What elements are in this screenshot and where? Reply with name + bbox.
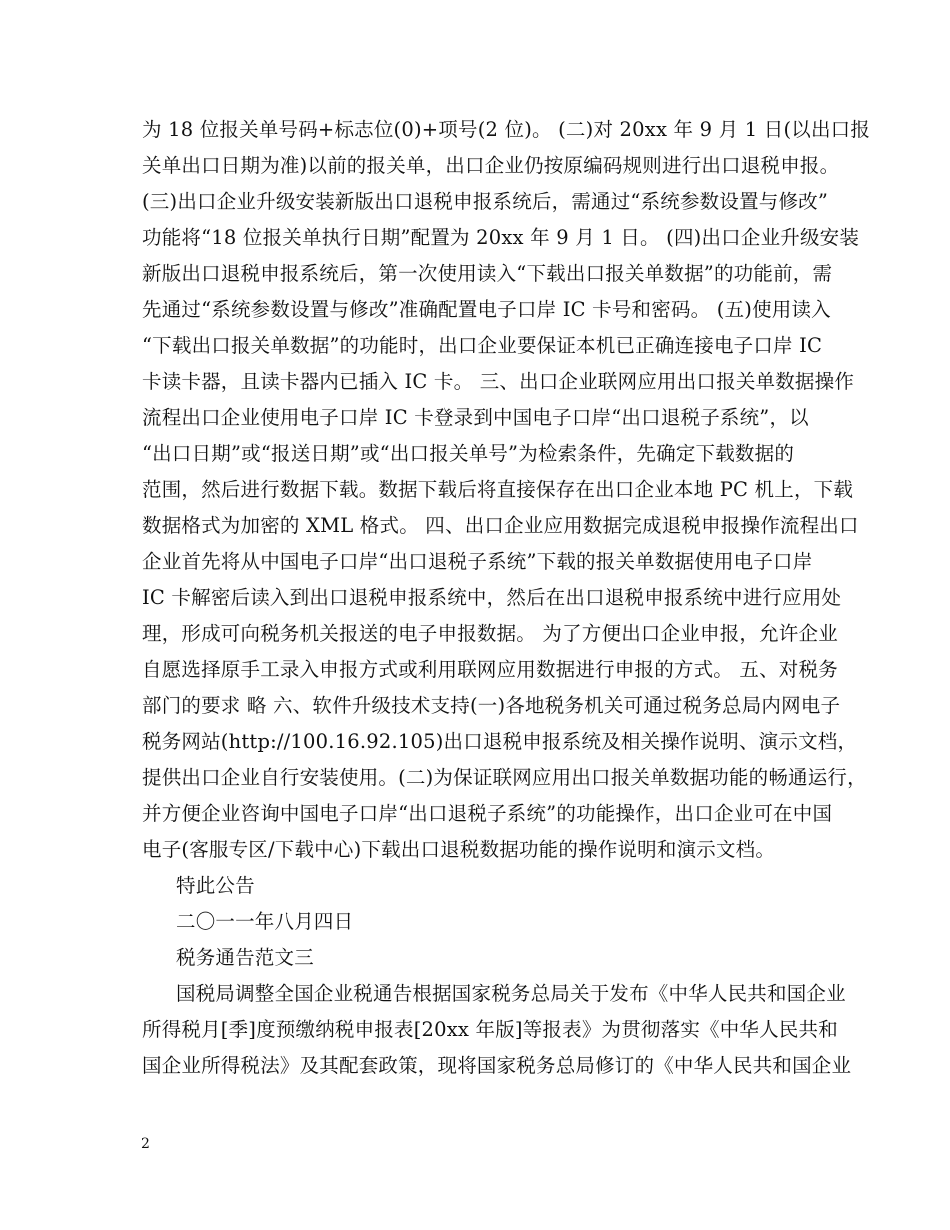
date-text: 二〇一一年八月四日 [176, 910, 354, 933]
body-text-line: 并方便企业咨询中国电子口岸“出口退税子系统”的功能操作，出口企业可在中国 [142, 802, 833, 825]
paragraph-line: 国税局调整全国企业税通告根据国家税务总局关于发布《中华人民共和国企业 [176, 982, 846, 1005]
body-text-line: (三)出口企业升级安装新版出口退税申报系统后，需通过“系统参数设置与修改” [142, 190, 829, 213]
body-text-line: 先通过“系统参数设置与修改”准确配置电子口岸 IC 卡号和密码。 (五)使用读入 [142, 298, 831, 321]
body-text-line: 部门的要求 略 六、软件升级技术支持(一)各地税务机关可通过税务总局内网电子 [142, 694, 841, 717]
closing-text: 特此公告 [176, 874, 255, 897]
body-text-line: 关单出口日期为准)以前的报关单，出口企业仍按原编码规则进行出口退税申报。 [142, 154, 840, 177]
body-text-line: 企业首先将从中国电子口岸“出口退税子系统”下载的报关单数据使用电子口岸 [142, 550, 813, 573]
body-text-line: 电子(客服专区/下载中心)下载出口退税数据功能的操作说明和演示文档。 [142, 838, 776, 861]
body-text-line: “下载出口报关单数据”的功能时，出口企业要保证本机已正确连接电子口岸 IC [142, 334, 823, 357]
section-title: 税务通告范文三 [176, 946, 314, 969]
paragraph-line: 国企业所得税法》及其配套政策，现将国家税务总局修订的《中华人民共和国企业 [142, 1054, 852, 1077]
body-text-line: 流程出口企业使用电子口岸 IC 卡登录到中国电子口岸“出口退税子系统”，以 [142, 406, 809, 429]
page-number: 2 [141, 1136, 150, 1152]
body-text-line: 范围，然后进行数据下载。数据下载后将直接保存在出口企业本地 PC 机上，下载 [142, 478, 854, 501]
body-text-line: 新版出口退税申报系统后，第一次使用读入“下载出口报关单数据”的功能前，需 [142, 262, 833, 285]
body-text-line: 功能将“18 位报关单执行日期”配置为 20xx 年 9 月 1 日。 (四)出口企业升级安装 [142, 226, 860, 249]
body-text-line: 理，形成可向税务机关报送的电子申报数据。 为了方便出口企业申报，允许企业 [142, 622, 838, 645]
body-text-line: “出口日期”或“报送日期”或“出口报关单号”为检索条件，先确定下载数据的 [142, 442, 795, 465]
paragraph-line: 所得税月[季]度预缴纳税申报表[20xx 年版]等报表》为贯彻落实《中华人民共和 [142, 1018, 838, 1041]
body-text-line: 数据格式为加密的 XML 格式。 四、出口企业应用数据完成退税申报操作流程出口 [142, 514, 859, 537]
body-text-line: 税务网站(http://100.16.92.105)出口退税申报系统及相关操作说明、演示文档， [142, 730, 858, 753]
body-text-line: IC 卡解密后读入到出口退税申报系统中，然后在出口退税申报系统中进行应用处 [142, 586, 842, 609]
body-text-line: 为 18 位报关单号码+标志位(0)+项号(2 位)。 (二)对 20xx 年 9 月 1 日(以出口报 [142, 118, 871, 141]
body-text-line: 自愿选择原手工录入申报方式或利用联网应用数据进行申报的方式。 五、对税务 [142, 658, 838, 681]
body-text-line: 卡读卡器，且读卡器内已插入 IC 卡。 三、出口企业联网应用出口报关单数据操作 [142, 370, 855, 393]
body-text-line: 提供出口企业自行安装使用。(二)为保证联网应用出口报关单数据功能的畅通运行， [142, 766, 867, 789]
